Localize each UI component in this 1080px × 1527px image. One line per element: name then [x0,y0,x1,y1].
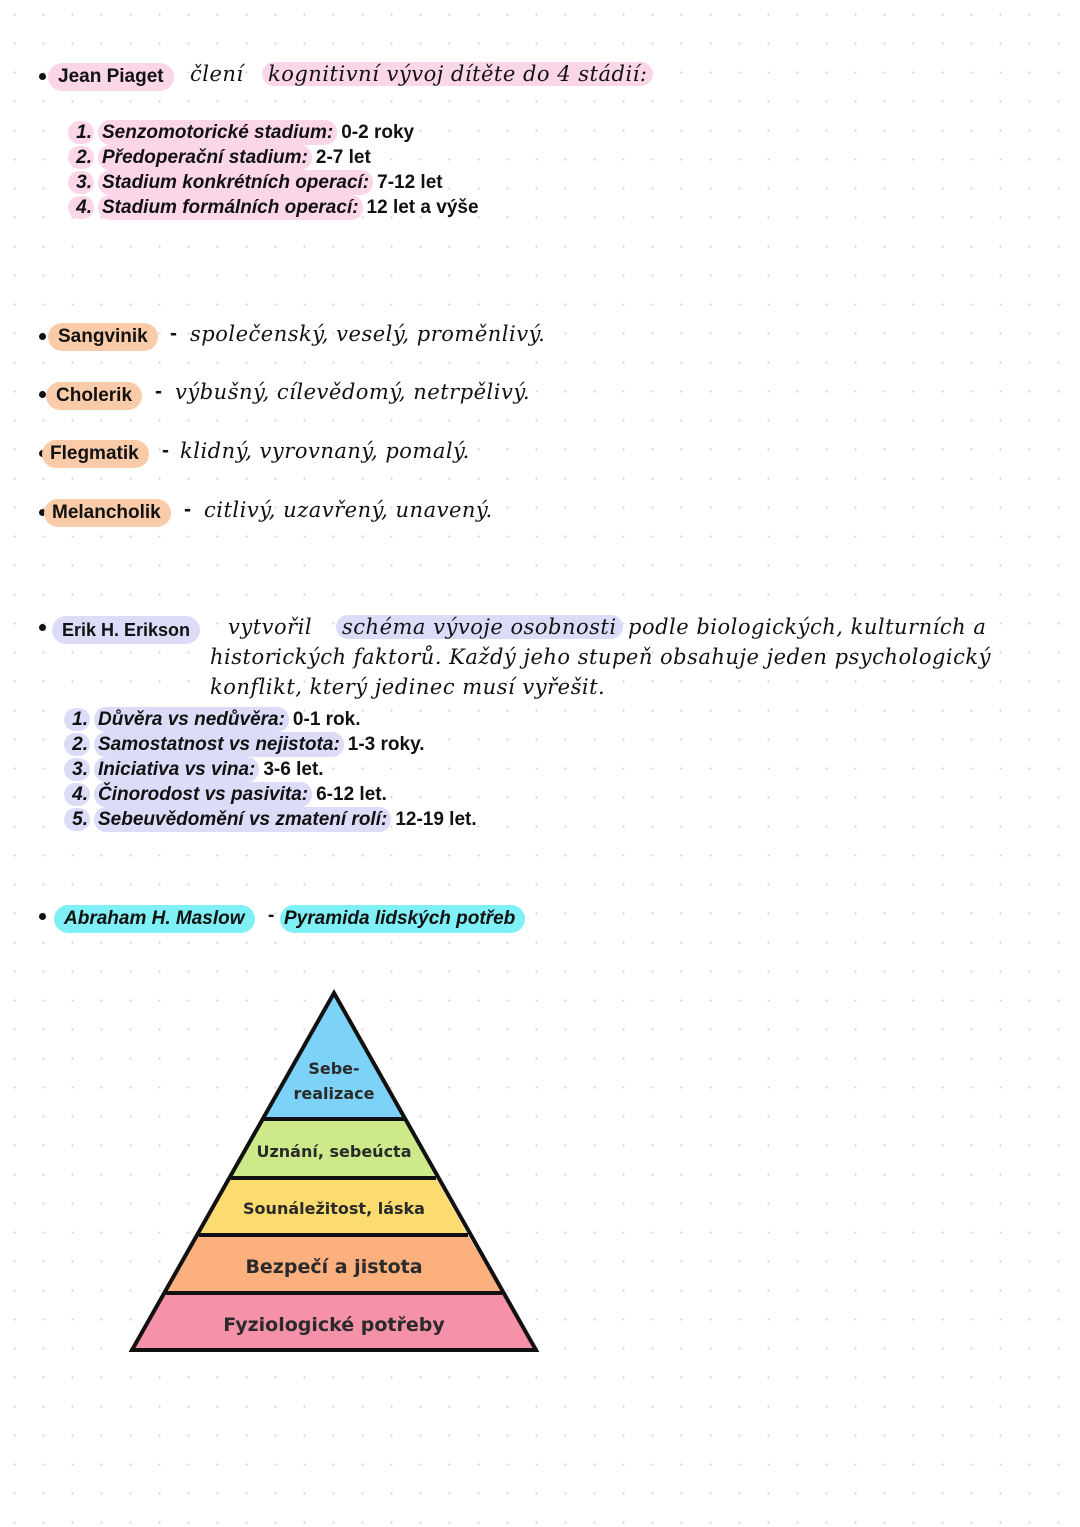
pyramid-label: Bezpečí a jistota [245,1256,423,1278]
piaget-handwritten-prefix: člení [190,62,244,86]
bullet-icon [39,624,46,631]
list-item: 3. Stadium konkrétních operací: 7-12 let [58,170,479,195]
bullet-icon [39,73,46,80]
erikson-text-highlight: schéma vývoje osobnosti [336,615,623,639]
temperament-description: výbušný, cílevědomý, netrpělivý. [175,380,531,404]
maslow-pyramid [125,985,545,1360]
list-item: 1. Senzomotorické stadium: 0-2 roky [58,120,479,145]
piaget-name: Jean Piaget [48,63,174,91]
bullet-icon [39,913,46,920]
list-item: 1. Důvěra vs nedůvěra: 0-1 rok. [54,707,477,732]
temperament-name: Melancholik [44,499,171,527]
erikson-name: Erik H. Erikson [52,616,200,644]
temperament-name: Flegmatik [42,440,149,468]
erikson-text-suffix: podle biologických, kulturních a [628,615,987,639]
list-item: 2. Předoperační stadium: 2-7 let [58,145,479,170]
temperament-name: Cholerik [46,382,142,410]
dash: - [268,905,275,926]
pyramid-label: Sebe- [308,1059,360,1078]
list-item: 3. Iniciativa vs vina: 3-6 let. [54,757,477,782]
maslow-title: Pyramida lidských potřeb [280,905,525,933]
erikson-stages-list [54,707,477,832]
maslow-name: Abraham H. Maslow [54,905,255,933]
bullet-icon [39,333,46,340]
dash: - [162,439,169,462]
pyramid-label: Fyziologické potřeby [223,1314,445,1336]
temperament-description: společenský, veselý, proměnlivý. [190,322,546,346]
list-item: 4. Stadium formálních operací: 12 let a výše [58,195,479,220]
list-item: 5. Sebeuvědomění vs zmatení rolí: 12-19 let. [54,807,477,832]
pyramid-label: realizace [293,1084,375,1103]
temperament-description: citlivý, uzavřený, unavený. [204,498,493,522]
dash: - [155,380,162,403]
piaget-stages-list [58,120,479,220]
pyramid-label: Sounáležitost, láska [243,1199,425,1218]
list-item: 2. Samostatnost vs nejistota: 1-3 roky. [54,732,477,757]
list-item: 4. Činorodost vs pasivita: 6-12 let. [54,782,477,807]
pyramid-label: Uznání, sebeúcta [256,1142,412,1161]
piaget-handwritten-highlight: kognitivní vývoj dítěte do 4 stádií: [262,62,653,86]
erikson-text-line2: historických faktorů. Každý jeho stupeň obsahuje jeden psychologický [210,645,991,669]
temperament-name: Sangvinik [48,323,158,351]
bullet-icon [39,391,46,398]
erikson-text-line3: konflikt, který jedinec musí vyřešit. [210,675,606,699]
temperament-description: klidný, vyrovnaný, pomalý. [180,439,470,463]
erikson-text-prefix: vytvořil [228,615,313,639]
dash: - [170,322,177,345]
dash: - [184,498,191,521]
